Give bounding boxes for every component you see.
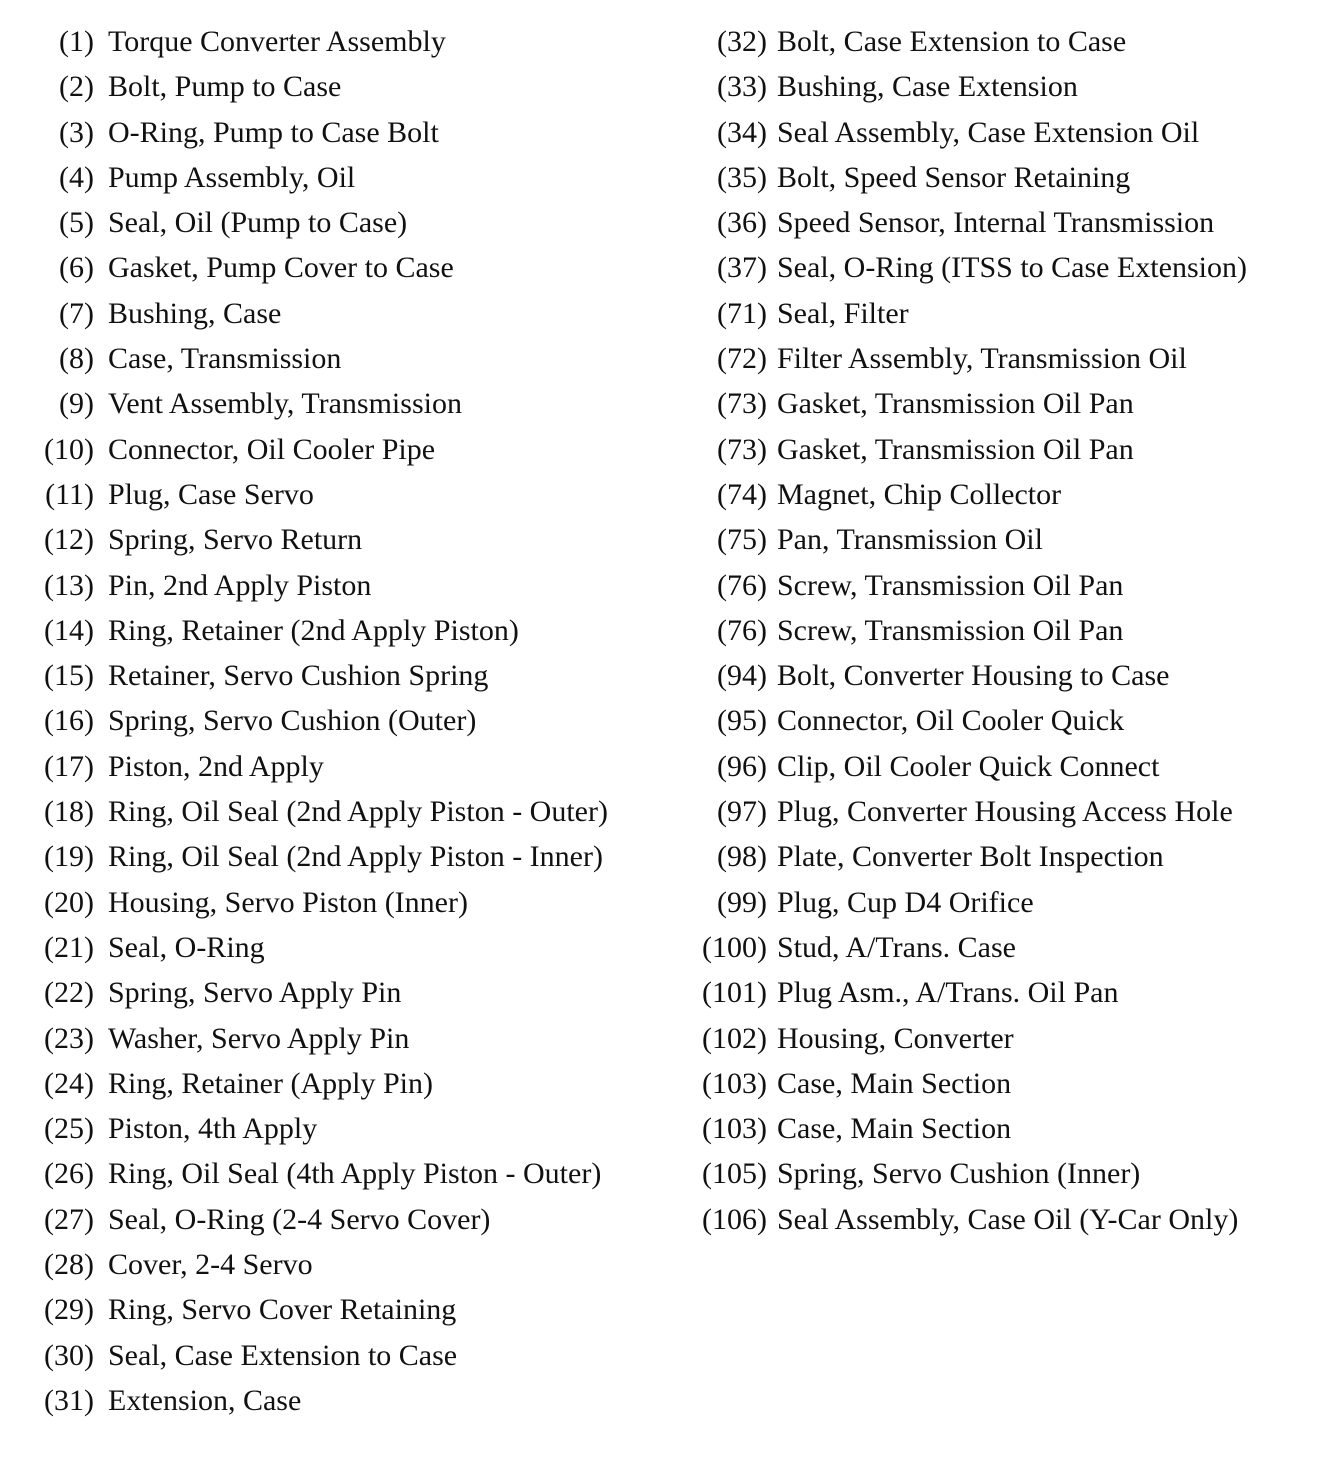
part-description: Retainer, Servo Cushion Spring <box>108 659 489 693</box>
part-number: (72) <box>717 342 767 376</box>
part-number: (27) <box>44 1202 94 1236</box>
part-number: (73) <box>717 432 767 466</box>
part-number: (12) <box>44 523 94 557</box>
part-description: Ring, Retainer (2nd Apply Piston) <box>108 613 519 647</box>
part-description: Bushing, Case <box>108 296 282 330</box>
part-number: (23) <box>44 1021 94 1055</box>
part-description: Washer, Servo Apply Pin <box>108 1021 410 1055</box>
part-number: (15) <box>44 659 94 693</box>
part-number: (30) <box>44 1338 94 1372</box>
part-description: Spring, Servo Cushion (Inner) <box>777 1157 1141 1191</box>
part-number: (106) <box>702 1202 767 1236</box>
part-description: Cover, 2-4 Servo <box>108 1248 313 1282</box>
part-description: Spring, Servo Return <box>108 523 363 557</box>
part-number: (2) <box>59 70 94 104</box>
part-description: Stud, A/Trans. Case <box>777 930 1016 964</box>
part-description: Ring, Oil Seal (2nd Apply Piston - Outer) <box>108 795 608 829</box>
part-description: Screw, Transmission Oil Pan <box>777 613 1124 647</box>
part-number: (7) <box>59 296 94 330</box>
part-number: (1) <box>59 25 94 58</box>
part-number: (3) <box>59 115 94 149</box>
part-description: Housing, Converter <box>777 1021 1014 1055</box>
part-number: (76) <box>717 613 767 647</box>
part-number: (19) <box>44 840 94 874</box>
part-number: (101) <box>702 976 767 1010</box>
part-description: Bolt, Speed Sensor Retaining <box>777 160 1131 194</box>
part-number: (73) <box>717 387 767 421</box>
part-number: (5) <box>59 206 94 240</box>
part-description: Plug, Case Servo <box>108 477 314 511</box>
part-description: Extension, Case <box>108 1383 302 1417</box>
part-number: (31) <box>44 1383 94 1417</box>
part-description: Plate, Converter Bolt Inspection <box>777 840 1164 874</box>
part-number: (8) <box>59 342 94 376</box>
part-number: (98) <box>717 840 767 874</box>
part-description: Connector, Oil Cooler Pipe <box>108 432 436 466</box>
part-number: (13) <box>44 568 94 602</box>
part-description: Screw, Transmission Oil Pan <box>777 568 1124 602</box>
part-number: (21) <box>44 930 94 964</box>
part-description: Pin, 2nd Apply Piston <box>108 568 372 602</box>
part-number: (36) <box>717 206 767 240</box>
part-number: (35) <box>717 160 767 194</box>
part-number: (74) <box>717 477 767 511</box>
part-number: (99) <box>717 885 767 919</box>
part-description: Plug, Converter Housing Access Hole <box>777 795 1233 829</box>
part-description: Ring, Servo Cover Retaining <box>108 1293 457 1327</box>
part-description: Gasket, Pump Cover to Case <box>108 251 454 285</box>
part-description: Seal Assembly, Case Extension Oil <box>777 115 1200 149</box>
part-description: Torque Converter Assembly <box>108 25 446 58</box>
part-description: Plug Asm., A/Trans. Oil Pan <box>777 976 1119 1010</box>
part-description: Bolt, Converter Housing to Case <box>777 659 1170 693</box>
part-description: Spring, Servo Cushion (Outer) <box>108 704 477 738</box>
part-number: (102) <box>702 1021 767 1055</box>
part-number: (4) <box>59 160 94 194</box>
part-description: Housing, Servo Piston (Inner) <box>108 885 468 919</box>
part-description: Ring, Retainer (Apply Pin) <box>108 1066 433 1100</box>
part-number: (71) <box>717 296 767 330</box>
part-number: (24) <box>44 1066 94 1100</box>
part-number: (32) <box>717 25 767 58</box>
part-number: (25) <box>44 1112 94 1146</box>
part-description: Gasket, Transmission Oil Pan <box>777 432 1134 466</box>
part-number: (9) <box>59 387 94 421</box>
part-number: (100) <box>702 930 767 964</box>
part-description: Filter Assembly, Transmission Oil <box>777 342 1187 376</box>
part-description: Seal, O-Ring (ITSS to Case Extension) <box>777 251 1247 285</box>
part-number: (29) <box>44 1293 94 1327</box>
part-number: (6) <box>59 251 94 285</box>
part-description: Bushing, Case Extension <box>777 70 1078 104</box>
part-number: (28) <box>44 1248 94 1282</box>
part-number: (20) <box>44 885 94 919</box>
part-number: (33) <box>717 70 767 104</box>
part-description: Ring, Oil Seal (4th Apply Piston - Outer) <box>108 1157 602 1191</box>
part-description: Seal Assembly, Case Oil (Y-Car Only) <box>777 1202 1239 1236</box>
part-description: Vent Assembly, Transmission <box>108 387 462 421</box>
part-description: Seal, Oil (Pump to Case) <box>108 206 408 240</box>
part-number: (75) <box>717 523 767 557</box>
part-description: Piston, 2nd Apply <box>108 749 324 783</box>
part-number: (103) <box>702 1112 767 1146</box>
part-description: Seal, O-Ring <box>108 930 265 964</box>
part-number: (26) <box>44 1157 94 1191</box>
part-description: Pan, Transmission Oil <box>777 523 1043 557</box>
part-description: Ring, Oil Seal (2nd Apply Piston - Inner) <box>108 840 603 874</box>
part-number: (16) <box>44 704 94 738</box>
part-description: Gasket, Transmission Oil Pan <box>777 387 1134 421</box>
part-description: Connector, Oil Cooler Quick <box>777 704 1125 738</box>
part-description: Magnet, Chip Collector <box>777 477 1062 511</box>
part-number: (76) <box>717 568 767 602</box>
part-description: Seal, Filter <box>777 296 909 330</box>
part-description: Clip, Oil Cooler Quick Connect <box>777 749 1160 783</box>
part-description: Bolt, Pump to Case <box>108 70 342 104</box>
part-description: Speed Sensor, Internal Transmission <box>777 206 1215 240</box>
part-description: Bolt, Case Extension to Case <box>777 25 1127 58</box>
part-description: Case, Main Section <box>777 1112 1012 1146</box>
part-description: Seal, O-Ring (2-4 Servo Cover) <box>108 1202 491 1236</box>
part-description: Case, Main Section <box>777 1066 1012 1100</box>
part-description: Plug, Cup D4 Orifice <box>777 885 1034 919</box>
part-number: (95) <box>717 704 767 738</box>
part-number: (11) <box>45 477 94 511</box>
part-number: (103) <box>702 1066 767 1100</box>
part-number: (37) <box>717 251 767 285</box>
part-number: (105) <box>702 1157 767 1191</box>
part-number: (34) <box>717 115 767 149</box>
part-number: (10) <box>44 432 94 466</box>
part-number: (17) <box>44 749 94 783</box>
part-number: (94) <box>717 659 767 693</box>
part-number: (97) <box>717 795 767 829</box>
part-number: (18) <box>44 795 94 829</box>
part-number: (14) <box>44 613 94 647</box>
part-description: O-Ring, Pump to Case Bolt <box>108 115 439 149</box>
part-description: Pump Assembly, Oil <box>108 160 356 194</box>
part-number: (22) <box>44 976 94 1010</box>
part-number: (96) <box>717 749 767 783</box>
part-description: Seal, Case Extension to Case <box>108 1338 458 1372</box>
part-description: Spring, Servo Apply Pin <box>108 976 402 1010</box>
part-description: Piston, 4th Apply <box>108 1112 318 1146</box>
part-description: Case, Transmission <box>108 342 342 376</box>
